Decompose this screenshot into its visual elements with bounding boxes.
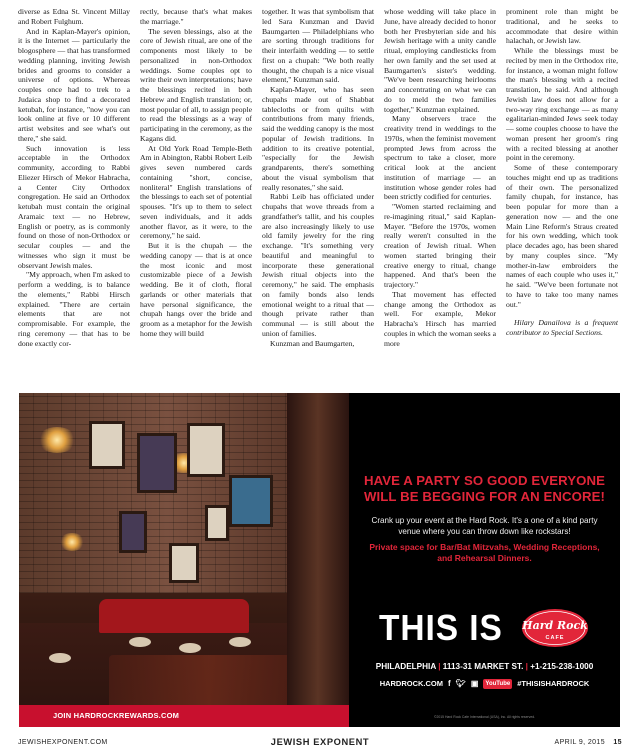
ad-social-line — [359, 679, 610, 689]
paragraph: prominent role than might be traditional, and he seeks to accommodate that desire within halachah, or Jewish law. — [506, 7, 618, 46]
youtube-icon[interactable]: YouTube — [485, 681, 511, 687]
article-columns — [18, 7, 622, 385]
article-column-3 — [262, 7, 374, 385]
facebook-icon[interactable]: f — [448, 679, 451, 688]
footer-website[interactable]: JEWISHEXPONENT.COM — [18, 738, 108, 746]
twitter-icon[interactable]: 🐦︎ — [455, 679, 466, 688]
memorabilia-frame — [119, 511, 147, 553]
table — [229, 637, 251, 647]
hard-rock-advertisement[interactable] — [19, 393, 620, 727]
memorabilia-frame — [169, 543, 199, 583]
article-column-4 — [384, 7, 496, 385]
ad-private-space-text: Private space for Bar/Bat Mitzvahs, Wedding Receptions, and Rehearsal Dinners. — [369, 542, 600, 564]
phone-number[interactable]: +1-215-238-1000 — [530, 662, 594, 671]
paragraph: And in Kaplan-Mayer's opinion, it is the Internet — particularly the blogosphere — that has transformed wedding planning, inviting Jewish brides and grooms to consider a universe of options. Whereas couples once had to trek to a Judaica shop to find a decorated ketubah, for instance, "now you can look online at five or 10 different artist websites and see what's out there," she said. — [18, 26, 130, 143]
chandelier-light — [59, 533, 85, 551]
article-column-5 — [506, 7, 618, 385]
page-number: 15 — [613, 738, 622, 746]
article-column-2 — [140, 7, 252, 385]
footer-date: APRIL 9, 2015 — [554, 738, 606, 746]
footer-date-page — [421, 739, 622, 746]
paragraph: Rabbi Leib has officiated under chupahs that wove threads from a grandfather's tallit, and his couples are also increasingly likely to use old family jewelry for the ring exchange. "It's something very beautiful and meaningful to incorporate these generational Jewish ritual objects into the ceremony," he said. The emphasis on family bonds also lends emotional weight to a ritual that — though private rather than communal — is still about the union of families. — [262, 192, 374, 338]
paragraph: together. It was that symbolism that led Sara Kunzman and David Baumgarten — Philadelphians who are sorting through traditions for their interfaith wedding — to settle first on a chupah: "We both really thought, the chupah is a nice visual element," Kunzman said. — [262, 7, 374, 85]
street-address: 1113-31 MARKET ST. — [442, 662, 524, 671]
instagram-icon[interactable]: ▣ — [470, 679, 479, 688]
paragraph: That movement has effected change among the Orthodox as well. For example, Mekor Habracha's Hirsch has married couples in which the woman seeks a more — [384, 289, 496, 348]
paragraph: Such innovation is less acceptable in the Orthodox community, according to Rabbi Eliezer Hirsch of Mekor Habracha, a Center City Orthodox congregation. He said an Orthodox ketubah must contain the original Aramaic text — no Hebrew, English or poetry, as is commonly found on those of non-Orthodox or secular couples — and the witnesses who sign it must be observant Jewish males. — [18, 143, 130, 270]
ad-body-text: Crank up your event at the Hard Rock. It's a one of a kind party venue where you can throw down like rockstars! — [371, 516, 598, 536]
svg-text:CAFE: CAFE — [545, 635, 565, 641]
paragraph: whose wedding will take place in June, have already decided to honor both her Presbyterian side and his Jewish heritage with a unity candle ritual, employing candlesticks from her own family and the set used at Baumgarten's sister's wedding. "We've been researching heirlooms and concentrating on what we can do to meld the two families together," Kunzman explained. — [384, 7, 496, 114]
ad-text-panel — [349, 393, 620, 727]
memorabilia-frame — [187, 423, 225, 477]
memorabilia-frame — [229, 475, 273, 527]
paragraph: Kaplan-Mayer, who has seen chupahs made out of Shabbat tablecloths or from quilts with contributions from many friends, said the wedding canopy is the most popular of Jewish traditions. In addition to its creative potential, "especially for the Jewish grandparents, there's something about the visual symbolism that really resonates," she said. — [262, 85, 374, 192]
ad-brand-lockup — [379, 604, 590, 652]
author-credit: Hilary Danailova is a frequent contributor to Special Sections. — [506, 318, 618, 337]
paragraph: While the blessings must be recited by men in the Orthodox rite, for instance, a woman might follow the man's blessing with a recited translation, he said. And although Jewish law does not allow for a two-way ring exchange — as many egalitarian-minded Jews seek today — some couples choose to have the woman present her groom's ring with a recited blessing at another point in the ceremony. — [506, 46, 618, 163]
ad-address-line — [359, 661, 610, 672]
paragraph: At Old York Road Temple-Beth Am in Abington, Rabbi Robert Leib gives seven numbered cards containing "short, concise, nonliteral" English translations of the blessings to each set of potential spouses. "It's up to them to select seven individuals, and it adds another flavor, as it were, to the ceremony," he said. — [140, 143, 252, 241]
chandelier-light — [37, 427, 77, 453]
website-link[interactable]: HARDROCK.COM — [379, 679, 444, 688]
paragraph: Kunzman and Baumgarten, — [270, 338, 355, 348]
memorabilia-frame — [89, 421, 125, 469]
table — [179, 643, 201, 653]
footer-publication: JEWISH EXPONENT — [270, 737, 370, 747]
paragraph: Many observers trace the creativity trend in weddings to the 1970s, when the feminist movement prompted Jews from across the spectrum to take a closer, more critical look at the ancient institution of marriage — an institution whose gender roles had been strictly codified for centuries. — [384, 114, 496, 202]
svg-text:Hard Rock: Hard Rock — [522, 619, 588, 632]
memorabilia-frame — [205, 505, 229, 541]
red-banquette — [99, 599, 249, 633]
separator: | — [438, 662, 443, 671]
wood-column — [287, 393, 349, 727]
paragraph: The seven blessings, also at the core of Jewish ritual, are one of the components most likely to be personalized in non-Orthodox weddings. Some couples opt to write their own interpretations; have the blessings recited in both Hebrew and English translation; or, most popular of all, to assign people to read the blessings as a way of participating in the ceremony, as the Kagans did. — [140, 26, 252, 143]
paragraph: But it is the chupah — the wedding canopy — that is at once the most iconic and most customizable piece of a Jewish wedding. Be it of cloth, floral garlands or other materials that have personal significance, the chupah hangs over the bride and groom as a metaphor for the Jewish home they will build — [140, 241, 252, 338]
article-column-1 — [18, 7, 130, 385]
hashtag: #THISISHARDROCK — [517, 679, 590, 688]
join-rewards-banner[interactable]: JOIN HARDROCKREWARDS.COM — [19, 705, 349, 727]
ad-fine-print: ©2015 Hard Rock Cafe International (USA), Inc. All rights reserved. — [433, 715, 536, 719]
paragraph: "My approach, when I'm asked to perform a wedding, is to balance the elements," Rabbi Hirsch explained. "There are certain elements that are not compromisable. For example, the ring ceremony — that has to be done exactly cor- — [18, 270, 130, 348]
city: PHILADELPHIA — [375, 662, 436, 671]
table — [49, 653, 71, 663]
hard-rock-logo-icon — [521, 608, 589, 648]
paragraph: rectly, because that's what makes the marriage." — [140, 7, 252, 26]
ad-venue-photo — [19, 393, 349, 727]
paragraph: diverse as Edna St. Vincent Millay and Robert Fulghum. — [18, 7, 130, 26]
separator: | — [525, 662, 531, 671]
memorabilia-frame — [137, 433, 177, 493]
this-is-wordmark: THIS IS — [379, 607, 503, 648]
paragraph: "Women started reclaiming and re-imagining ritual," said Kaplan-Mayer. "Before the 1970s, women really weren't consulted in the creation of Jewish ritual. When women started bringing their creative energy to ritual, change happened. And that's been the trajectory." — [384, 202, 496, 289]
paragraph: Some of these contemporary touches might end up as traditions of their own. The personalized family chupah, for instance, has been popular for more than a generation now — and the one Main Line Reform's Straus created for his own wedding, which took place decades ago, has been shared by many couples since. "My mother-in-law embroiders the names of each couple who uses it," he said. "We've been fortunate not to have to take too many names out." — [506, 163, 618, 309]
table — [129, 637, 151, 647]
page-footer — [18, 735, 622, 749]
ad-headline: HAVE A PARTY SO GOOD EVERYONE WILL BE BEGGING FOR AN ENCORE! — [363, 473, 606, 504]
